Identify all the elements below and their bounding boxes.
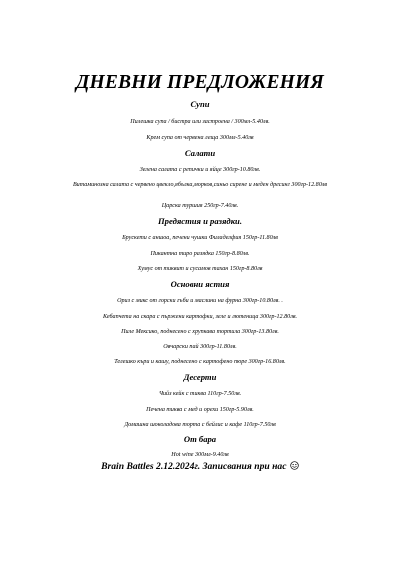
menu-item-baked-pumpkin: Печена тиква с мед и орехи 150гр-5.90лв.	[146, 407, 254, 413]
menu-item-tiro-spread: Пикантна тиро разядка 150гр-8.80лв.	[150, 251, 250, 257]
section-heading-main-courses: Основни ястия	[170, 279, 230, 289]
menu-item-pumpkin-cheesecake: Чийз кейк с тиква 110гр-7.50лв.	[158, 391, 242, 397]
section-heading-bar: От бара	[183, 434, 217, 444]
menu-item-beef-curry: Телешко къри и кашу, поднесено с картофено пюре 300гр-16.80лв.	[114, 359, 286, 365]
section-heading-salads: Салати	[184, 148, 216, 158]
menu-item-pumpkin-hummus: Хумус от тиквит и сусамов тахан 150гр-8.80лв	[137, 266, 263, 272]
section-heading-desserts: Десерти	[183, 372, 217, 382]
section-heading-soups: Супи	[190, 99, 210, 109]
menu-item-kebapcheta: Кебапчета на скара с пържени картофки, зеле и лютеница 300гр-12.80лв.	[102, 314, 298, 320]
event-announcement-text: Brain Battles 2.12.2024г. Записвания при нас	[101, 461, 287, 472]
menu-item-tsarska-tursia: Царска туршия 250гр-7.40лв.	[161, 203, 239, 209]
menu-item-chicken-mexico: Пиле Мексико, поднесено с хрупкава тортила 300гр-13.80лв.	[121, 329, 279, 335]
menu-item-bruschetta: Брускети с аншоа, печени чушки Филаделфия 150гр-11.80лв	[122, 235, 278, 241]
smiley-face-icon	[290, 461, 299, 470]
menu-item-chocolate-cake: Домашна шоколадова торта с бейлис и кафе 110гр-7.50лв	[124, 422, 276, 428]
menu-item-green-salad: Зелена салата с репички и яйце 300гр-10.80лв.	[139, 167, 261, 173]
event-announcement	[0, 461, 400, 473]
menu-item-chicken-soup: Пилешка супа / бистра или застроена / 300мл-5.40лв.	[130, 119, 270, 125]
menu-item-lentil-cream-soup: Крем супа от червена леща 300мл-5.40лв	[146, 135, 254, 141]
menu-title: ДНЕВНИ ПРЕДЛОЖЕНИЯ	[75, 72, 325, 93]
section-heading-starters: Предястия и разядки.	[158, 216, 242, 226]
menu-item-vitamin-salad: Витаминозна салата с червено цвекло,ябълка,морков,синьо сирене и меден дресинг 300гр-12.80лв	[72, 182, 328, 188]
menu-item-shepherds-pie: Овчарски пай 300гр-11.80лв.	[163, 344, 237, 350]
menu-item-mushroom-rice: Ориз с микс от горски гъби и маслини на фурна 300гр-10.80лв. .	[117, 298, 283, 304]
menu-item-hot-wine: Hot wine 300мл-9.40лв	[171, 452, 229, 458]
